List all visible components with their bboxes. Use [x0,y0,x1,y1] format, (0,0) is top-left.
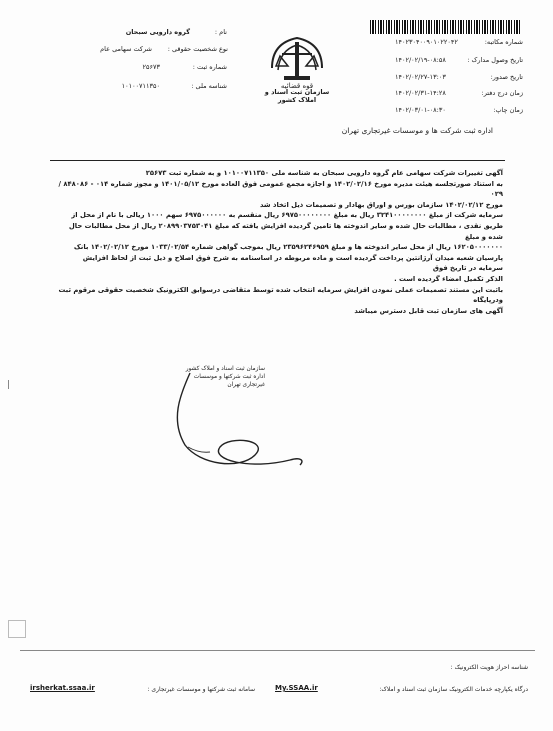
reg-no-value: ۲۵۶۷۳ [142,63,160,71]
judiciary-emblem-icon [262,28,332,90]
name-value: گروه دارویی سبحان [125,28,190,36]
portal-text: درگاه یکپارچه خدمات الکترونیک سازمان ثبت اسناد و املاک: [379,686,528,693]
body-line-7: پارسیان شعبه میدان آرژانتین پرداخت گردیده است و ماده مربوطه در اساسنامه به شرح فوق اصلاح و ذیل ثبت از لحاظ افزایش سرمایه در تاریخ فوق [82,253,503,273]
qr-code-icon [8,620,26,638]
letter-number-value: ۱۴۰۲۳۰۴۰۰۹۰۱۰۲۲۰۴۲ [395,38,458,46]
entity-type-label: نوع شخصیت حقوقی : [167,45,228,53]
system-text: سامانه ثبت شرکتها و موسسات غیرتجاری : [147,686,255,693]
emblem-title: سازمان ثبت اسناد و املاک کشور [264,88,330,104]
system-link[interactable]: irsherkat.ssaa.ir [30,684,95,692]
entry-time-value: ۱۴۰۲/۰۲/۳۱-۱۴:۲۸ [395,89,446,97]
issue-date-label: تاریخ صدور: [490,73,523,81]
body-line-4: سرمایه شرکت از مبلغ ۳۲۴۱۰۰۰۰۰۰۰۰ ریال به مبلغ ۶۹۷۵۰۰۰۰۰۰۰۰ ریال منقسم به ۶۹۷۵۰۰۰۰۰۰ سهم ۱۰۰۰ ریالی با نام از محل از [71,211,503,220]
stamp-line-2: اداره ثبت شرکتها و موسسات غیرتجاری تهران [193,374,265,388]
print-time-label: زمان چاپ: [493,106,523,114]
entry-time-label: زمان درج دفتر: [481,89,523,97]
body-line-8: الذکر تکمیل امضاء گردیده است . [394,274,503,283]
body-line-3: مورخ ۱۴۰۲/۰۲/۱۲ سازمان بورس و اوراق بهادار و تصمیمات ذیل اتخاذ شد [260,200,503,209]
announcement-body [58,168,503,316]
stamp-line-1: سازمان ثبت اسناد و املاک کشور [185,366,265,372]
footer-divider [20,650,535,651]
reg-no-label: شماره ثبت : [192,63,227,71]
emblem-sub: قوه قضائیه [280,82,314,90]
portal-link[interactable]: My.SSAA.ir [275,684,318,692]
national-id-label: شناسه ملی : [191,82,227,90]
body-line-6: ۱۶۲۰۵۰۰۰۰۰۰۰ ریال از محل سایر اندوخته ها و مبلغ ۲۳۵۹۶۲۴۶۹۵۹ ریال بموجب گواهی شماره ۱۰۳۳/۰۲/۵۴ مورخ ۱۴۰۲/۰۲/۱۲ بانک [73,243,503,252]
margin-mark [8,380,13,389]
receipt-date-value: ۱۴۰۲/۰۲/۱۹-۰۸:۵۸ [395,56,446,64]
body-line-10: آگهی های سازمان ثبت قابل دسترس میباشد [354,306,503,315]
name-label: نام : [214,28,227,36]
header-divider [50,160,505,161]
body-line-1: آگهی تغییرات شرکت سهامی عام گروه دارویی سبحان به شناسه ملی ۱۰۱۰۰۷۱۱۳۵۰ و به شماره ثبت ۲۵۶۷۳ [145,169,503,177]
national-id-value: ۱۰۱۰۰۷۱۱۳۵۰ [121,82,160,90]
entity-type-value: شرکت سهامی عام [100,45,152,53]
body-line-5: طریق نقدی ، مطالبات حال شده و سایر اندوخته ها تامین گردیده افزایش یافته که مبلغ ۲۰۸۹۹۰۳۷۵۳۰۴۱ ریال از محل مطالبات حال شده و مبلغ [68,221,503,241]
print-time-value: ۱۴۰۲/۰۳/۰۱-۰۸:۳۰ [395,106,446,114]
signature [160,365,310,485]
body-line-9: باثبت این مستند تصمیمات عملی نمودن افزایش سرمایه انتخاب شده توسط متقاضی درسوابق الکترونیک شخصیت حقوقی مرقوم ثبت ودرپایگاه [58,285,503,305]
body-line-2: به استناد صورتجلسه هیئت مدیره مورخ ۱۴۰۲/۰۲/۱۶ و اجازه مجمع عمومی فوق العاده مورخ ۱۴۰۱/۰۵/۱۲ و مجوز شماره ۰۱۴ - ۸۴۸۰۸۶ / ۰۲۹ [58,179,503,199]
issue-date-value: ۱۴۰۲/۰۲/۲۷-۱۳:۰۳ [395,73,446,81]
receipt-date-label: تاریخ وصول مدارک : [467,56,523,64]
issuing-office: اداره ثبت شرکت ها و موسسات غیرتجاری تهران [341,126,493,135]
letter-number-label: شماره مکاتبه: [484,38,523,46]
barcode [370,20,520,34]
ident-label: شناسه احراز هویت الکترونیک : [450,664,528,671]
